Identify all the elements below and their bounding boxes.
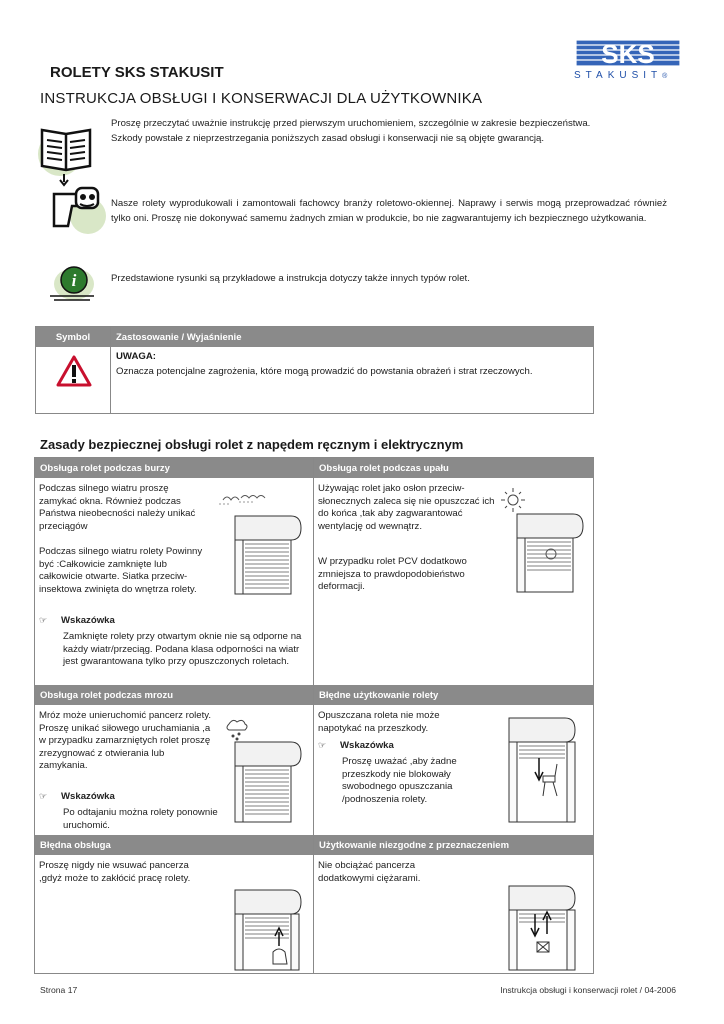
heat-roller-shutter-illustration	[501, 486, 591, 596]
frost-hint-label: ☞ Wskazówka	[39, 791, 115, 802]
svg-text:i: i	[71, 271, 77, 290]
storm-roller-shutter-illustration	[217, 488, 313, 598]
intro-paragraph-2: Nasze rolety wyprodukowali i zamontowali fachowcy branży roletowo-okiennej. Naprawy i serwis mogą przeprowadzać również tylko oni. Proszę nie dokonywać samemu żadnych zmian w produkcie, bo nie zagwarantujemy ich bezpiecznego użytkowania.	[111, 198, 667, 224]
storm-header: Obsługa rolet podczas burzy	[35, 458, 313, 478]
wrong-header: Błędna obsługa	[35, 835, 313, 855]
pointing-hand-icon: ☞	[318, 740, 327, 750]
frost-header: Obsługa rolet podczas mrozu	[35, 685, 313, 705]
misuse-hint-text: Proszę uważać ,aby żadne przeszkody nie blokowały swobodnego opuszczania /podnoszenia rolety.	[342, 756, 457, 805]
document-reference: Instrukcja obsługi i konserwacji rolet / 04-2006	[500, 985, 676, 995]
storm-text-1: Podczas silnego wiatru proszę zamykać okna. Również podczas Państwa nieobecności należy unikać przeciągów	[39, 483, 196, 532]
storm-text-2: Podczas silnego wiatru rolety Powinny być :Całkowicie zamknięte lub całkowicie otwarte. Siatka przeciw-insektowa zwinięta do wnętrza rolety.	[39, 546, 203, 595]
intro-paragraph-1: Proszę przeczytać uważnie instrukcję przed pierwszym uruchomieniem, szczególnie w zakresie bezpieczeństwa. Szkody powstałe z nieprzestrzegania poniższych zasad obsługi i konserwacji nie są objęte gwarancją.	[111, 118, 591, 144]
improper-text-1: Nie obciążać pancerza dodatkowymi ciężarami.	[318, 860, 421, 884]
logo-sub-text: STAKUSIT	[574, 70, 663, 81]
logo-main-text: SKS	[601, 39, 655, 69]
wrong-text-1: Proszę nigdy nie wsuwać pancerza ,gdyż może to zakłócić pracę rolety.	[39, 860, 191, 884]
obstacle-roller-shutter-illustration	[501, 714, 591, 828]
misuse-text-1: Opuszczana roleta nie może napotykać na przeszkody.	[318, 710, 440, 734]
pointing-hand-icon: ☞	[39, 791, 48, 801]
page-number: Strona 17	[40, 985, 78, 995]
symbol-column-header: Symbol	[55, 332, 91, 343]
warning-title: UWAGA:	[116, 351, 156, 362]
read-manual-icon	[36, 120, 100, 180]
frost-text-1: Mróz może unieruchomić pancerz rolety. Proszę unikać siłowego uruchamiania ,a w przypadku zamarzniętych rolet proszę zrezygnować z otwierania lub zamykania.	[39, 710, 212, 771]
storm-hint-text: Zamknięte rolety przy otwartym oknie nie są odporne na każdy wiatr/przeciąg. Podana klasa odporności na wiatr jest gwarantowana tylko przy opuszczonych roletach.	[63, 631, 302, 667]
heat-text-2: W przypadku rolet PCV dodatkowo zmniejsza to prawdopodobieństwo deformacji.	[318, 556, 467, 592]
logo-registered: ®	[662, 73, 668, 80]
company-logo	[572, 36, 684, 82]
weight-roller-shutter-illustration	[501, 862, 591, 972]
storm-hint-label: ☞ Wskazówka	[39, 615, 115, 626]
frost-roller-shutter-illustration	[217, 714, 313, 826]
warning-icon	[56, 355, 92, 387]
misuse-header: Błędne użytkowanie rolety	[314, 685, 593, 705]
info-icon	[46, 262, 98, 304]
heat-header: Obsługa rolet podczas upału	[314, 458, 593, 478]
section-title: Zasady bezpiecznej obsługi rolet z napędem ręcznym i elektrycznym	[40, 437, 464, 452]
misuse-hint-label: ☞ Wskazówka	[318, 740, 394, 751]
pointing-hand-icon: ☞	[39, 615, 48, 625]
improper-header: Użytkowanie niezgodne z przeznaczeniem	[314, 835, 593, 855]
heat-text-1: Używając rolet jako osłon przeciw-słonecznych zaleca się nie opuszczać ich do końca ,tak aby zagwarantować wentylację od wewnątrz.	[318, 483, 495, 532]
symbol-table	[35, 326, 594, 414]
symbol-table-header	[36, 327, 593, 347]
document-subtitle: INSTRUKCJA OBSŁUGI I KONSERWACJI DLA UŻYTKOWNIKA	[40, 90, 483, 107]
frost-hint-text: Po odtajaniu można rolety ponownie uruchomić.	[63, 807, 218, 831]
explanation-column-header: Zastosowanie / Wyjaśnienie	[116, 332, 242, 343]
warning-text: Oznacza potencjalne zagrożenia, które mogą prowadzić do powstania obrażeń i strat rzeczowych.	[116, 366, 533, 377]
logo-graphic	[572, 36, 684, 70]
intro-paragraph-3: Przedstawione rysunki są przykładowe a instrukcja dotyczy także innych typów rolet.	[111, 273, 470, 284]
document-title: ROLETY SKS STAKUSIT	[50, 64, 224, 81]
technician-icon	[50, 172, 110, 236]
wrong-operation-illustration	[217, 862, 313, 972]
safety-rules-grid	[34, 457, 594, 974]
